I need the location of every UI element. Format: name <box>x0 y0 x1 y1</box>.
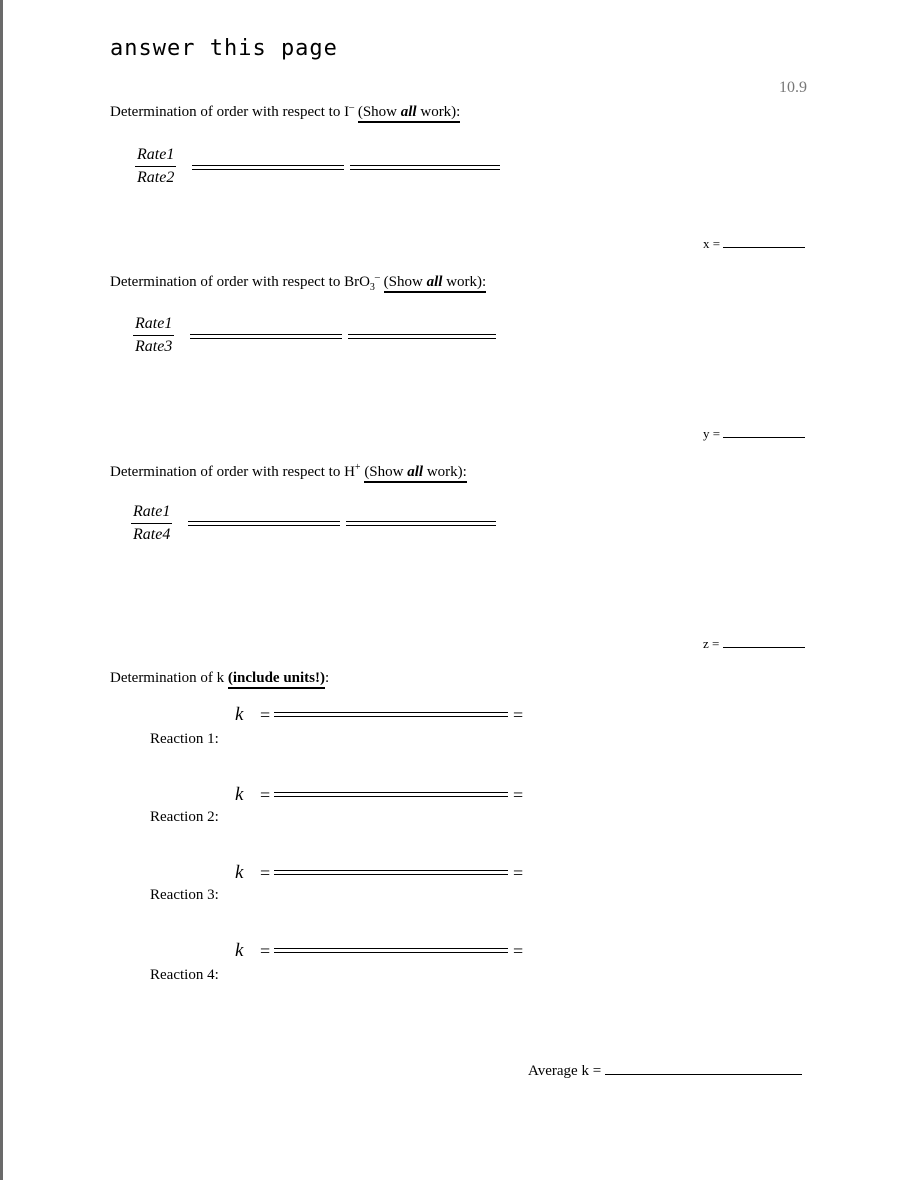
average-k-blank[interactable] <box>605 1073 802 1075</box>
equals-1a: = <box>260 705 271 725</box>
k-symbol-2: k <box>235 784 244 805</box>
section-heading-hydrogen: Determination of order with respect to H+ (Show all work): <box>110 462 467 481</box>
section-heading-bromate: Determination of order with respect to BrO$_3$– (Show all work): <box>110 272 487 293</box>
k-symbol-3: k <box>235 862 244 883</box>
k-line-3[interactable] <box>274 870 508 875</box>
page-number: 10.9 <box>779 79 807 96</box>
equals-1b: = <box>513 705 524 725</box>
equals-3b: = <box>513 863 524 883</box>
z-answer: z = <box>703 636 805 652</box>
section-heading-iodide: Determination of order with respect to I– (Show all work): <box>110 102 460 121</box>
k-line-1[interactable] <box>274 712 508 717</box>
k-symbol-1: k <box>235 704 244 725</box>
rate-ratio-fraction-2: Rate1 Rate3 <box>135 315 173 355</box>
equals-4a: = <box>260 941 271 961</box>
average-k: Average k = <box>528 1063 802 1080</box>
reaction-3-label: Reaction 3: <box>150 887 219 903</box>
answer-line-1b[interactable] <box>350 165 500 170</box>
section-heading-k: Determination of k (include units!): <box>110 670 329 687</box>
answer-line-3b[interactable] <box>346 521 496 526</box>
equals-3a: = <box>260 863 271 883</box>
y-answer-blank[interactable] <box>723 436 805 438</box>
x-answer-blank[interactable] <box>723 246 805 248</box>
y-answer: y = <box>703 426 805 442</box>
rate-ratio-fraction-1: Rate1 Rate2 <box>137 146 175 186</box>
equals-2a: = <box>260 785 271 805</box>
handwritten-note: answer this page <box>110 36 338 61</box>
x-answer: x = <box>703 236 805 252</box>
k-line-4[interactable] <box>274 948 508 953</box>
reaction-4-label: Reaction 4: <box>150 967 219 983</box>
answer-line-2a[interactable] <box>190 334 342 339</box>
k-symbol-4: k <box>235 940 244 961</box>
rate-ratio-fraction-3: Rate1 Rate4 <box>133 503 171 543</box>
k-line-2[interactable] <box>274 792 508 797</box>
equals-2b: = <box>513 785 524 805</box>
answer-line-3a[interactable] <box>188 521 340 526</box>
z-answer-blank[interactable] <box>723 646 805 648</box>
answer-line-2b[interactable] <box>348 334 496 339</box>
answer-line-1a[interactable] <box>192 165 344 170</box>
page-left-border <box>0 0 3 1180</box>
reaction-2-label: Reaction 2: <box>150 809 219 825</box>
equals-4b: = <box>513 941 524 961</box>
reaction-1-label: Reaction 1: <box>150 731 219 747</box>
